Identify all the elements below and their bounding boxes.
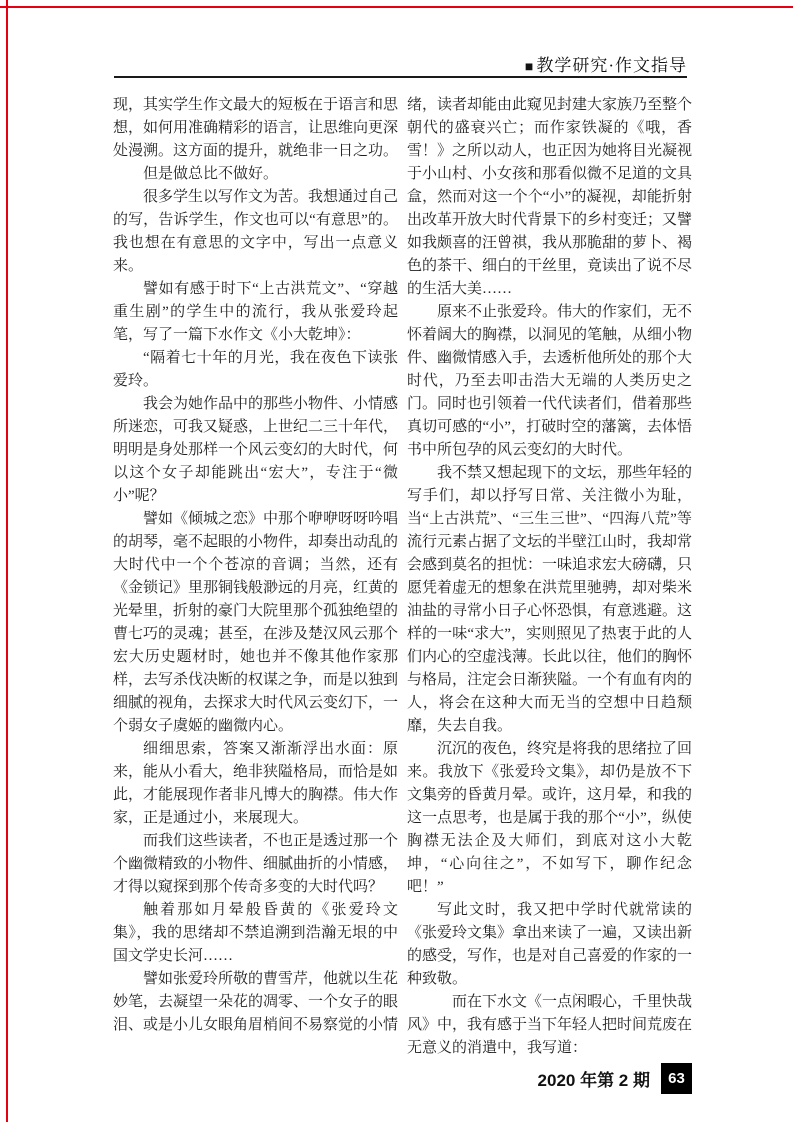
column-right-text	[407, 94, 692, 1060]
page-footer	[407, 1063, 692, 1094]
column-right	[407, 94, 692, 1094]
article-body	[113, 94, 692, 1094]
page-number-badge: 63	[661, 1063, 692, 1094]
article-paragraph: 譬如张爱玲所敬的曹雪芹，他就以生花妙笔，去凝望一朵花的凋零、一个女子的眼泪、或是小儿女眼角眉梢间不易察觉的小情	[113, 971, 399, 1033]
page-edge-top-redline	[0, 6, 793, 8]
article-paragraph: 绪，读者却能由此窥见封建大家族乃至整个朝代的盛衰兴亡；而作家铁凝的《哦，香雪！》之所以动人，也正因为她将目光凝视于小山村、小女孩和那看似微不足道的文具盒，然而对这一个个“小”的凝视，却能折射出改革开放大时代背景下的乡村变迁；又譬如我颇喜的汪曾祺，我从那脆甜的萝卜、褐色的茶干、细白的干丝里，竟读出了说不尽的生活大美……	[407, 97, 693, 297]
article-paragraph: 譬如《倾城之恋》中那个咿咿呀呀吟唱的胡琴，毫不起眼的小物件，却奏出动乱的大时代中一个个苍凉的音调；当然，还有《金锁记》里那铜钱般渺远的月亮，红黄的光晕里，折射的豪门大院里那个孤独绝望的曹七巧的灵魂；甚至，在涉及楚汉风云那个宏大历史题材时，她也并不像其他作家那样，去写杀伐决断的权谋之争，而是以独到细腻的视角，去探求大时代风云变幻下，一个弱女子虞姬的幽微内心。	[113, 511, 399, 734]
article-paragraph: 写此文时，我又把中学时代就常读的《张爱玲文集》拿出来读了一遍，又读出新的感受，写作，也是对自己喜爱的作家的一种致敬。	[407, 902, 693, 987]
column-left	[113, 94, 398, 1094]
article-paragraph: 触着那如月晕般昏黄的《张爱玲文集》，我的思绪却不禁追溯到浩瀚无垠的中国文学史长河……	[113, 902, 398, 964]
article-paragraph: 但是做总比不做好。	[143, 166, 279, 182]
article-paragraph: 我不禁又想起现下的文坛，那些年轻的写手们，却以抒写日常、关注微小为耻，当“上古洪荒”、“三生三世”、“四海八荒”等流行元素占据了文坛的半壁江山时，我却常会感到莫名的担忧：一味追求宏大磅礴，只愿凭着虚无的想象在洪荒里驰骋，却对柴米油盐的寻常小日子心怀恐惧，有意逃避。这样的一味“求大”，实则照见了热衷于此的人们内心的空虚浅薄。长此以往，他们的胸怀与格局，注定会日渐狭隘。一个有血有肉的人，将会在这种大而无当的空想中日趋颓靡，失去自我。	[407, 465, 693, 734]
page-edge-left-redline	[6, 0, 8, 1122]
page-header	[525, 51, 687, 76]
article-paragraph: 很多学生以写作文为苦。我想通过自己的写，告诉学生，作文也可以“有意思”的。我也想在有意思的文字中，写出一点意义来。	[113, 189, 399, 274]
article-paragraph: 譬如有感于时下“上古洪荒文”、“穿越重生剧”的学生中的流行，我从张爱玲起笔，写了一篇下水作文《小大乾坤》：	[113, 281, 398, 343]
article-paragraph: 细细思索，答案又渐渐浮出水面：原来，能从小看大，绝非狭隘格局，而恰是如此，才能展现作者非凡博大的胸襟。伟大作家，正是通过小，来展现大。	[113, 741, 399, 826]
article-paragraph: 而在下水文《一点闲暇心，千里快哉风》中，我有感于当下年轻人把时间荒废在无意义的消遣中，我写道：	[407, 994, 693, 1056]
article-paragraph: 原来不止张爱玲。伟大的作家们，无不怀着阔大的胸襟，以洞见的笔触，从细小物件、幽微情感入手，去透析他所处的那个大时代，乃至去叩击浩大无端的人类历史之门。同时也引领着一代代读者们，借着那些真切可感的“小”，打破时空的藩篱，去体悟书中所包孕的风云变幻的大时代。	[407, 304, 693, 458]
square-bullet-icon: ■	[524, 60, 535, 75]
issue-label: 2020 年第 2 期	[537, 1071, 650, 1090]
article-paragraph: 现，其实学生作文最大的短板在于语言和思想，如何用准确精彩的语言，让思维向更深处漫溯。这方面的提升，就绝非一日之功。	[113, 97, 399, 159]
section-label: 教学研究·作文指导	[536, 56, 687, 75]
article-paragraph: 沉沉的夜色，终究是将我的思绪拉了回来。我放下《张爱玲文集》，却仍是放不下文集旁的昏黄月晕。或许，这月晕，和我的这一点思考，也是属于我的那个“小”，纵使胸襟无法企及大师们，到底对这小大乾坤，“心向往之”，不如写下，聊作纪念吧！”	[407, 741, 693, 895]
header-rule	[114, 76, 687, 78]
article-paragraph: 我会为她作品中的那些小物件、小情感所迷恋，可我又疑惑，上世纪二三十年代，明明是身处那样一个风云变幻的大时代，何以这个女子却能跳出“宏大”，专注于“微小”呢？	[113, 396, 399, 504]
article-paragraph: “隔着七十年的月光，我在夜色下读张爱玲。	[113, 350, 398, 389]
article-paragraph: 而我们这些读者，不也正是透过那一个个幽微精致的小物件、细腻曲折的小情感，才得以窥探到那个传奇多变的大时代吗？	[113, 833, 399, 895]
